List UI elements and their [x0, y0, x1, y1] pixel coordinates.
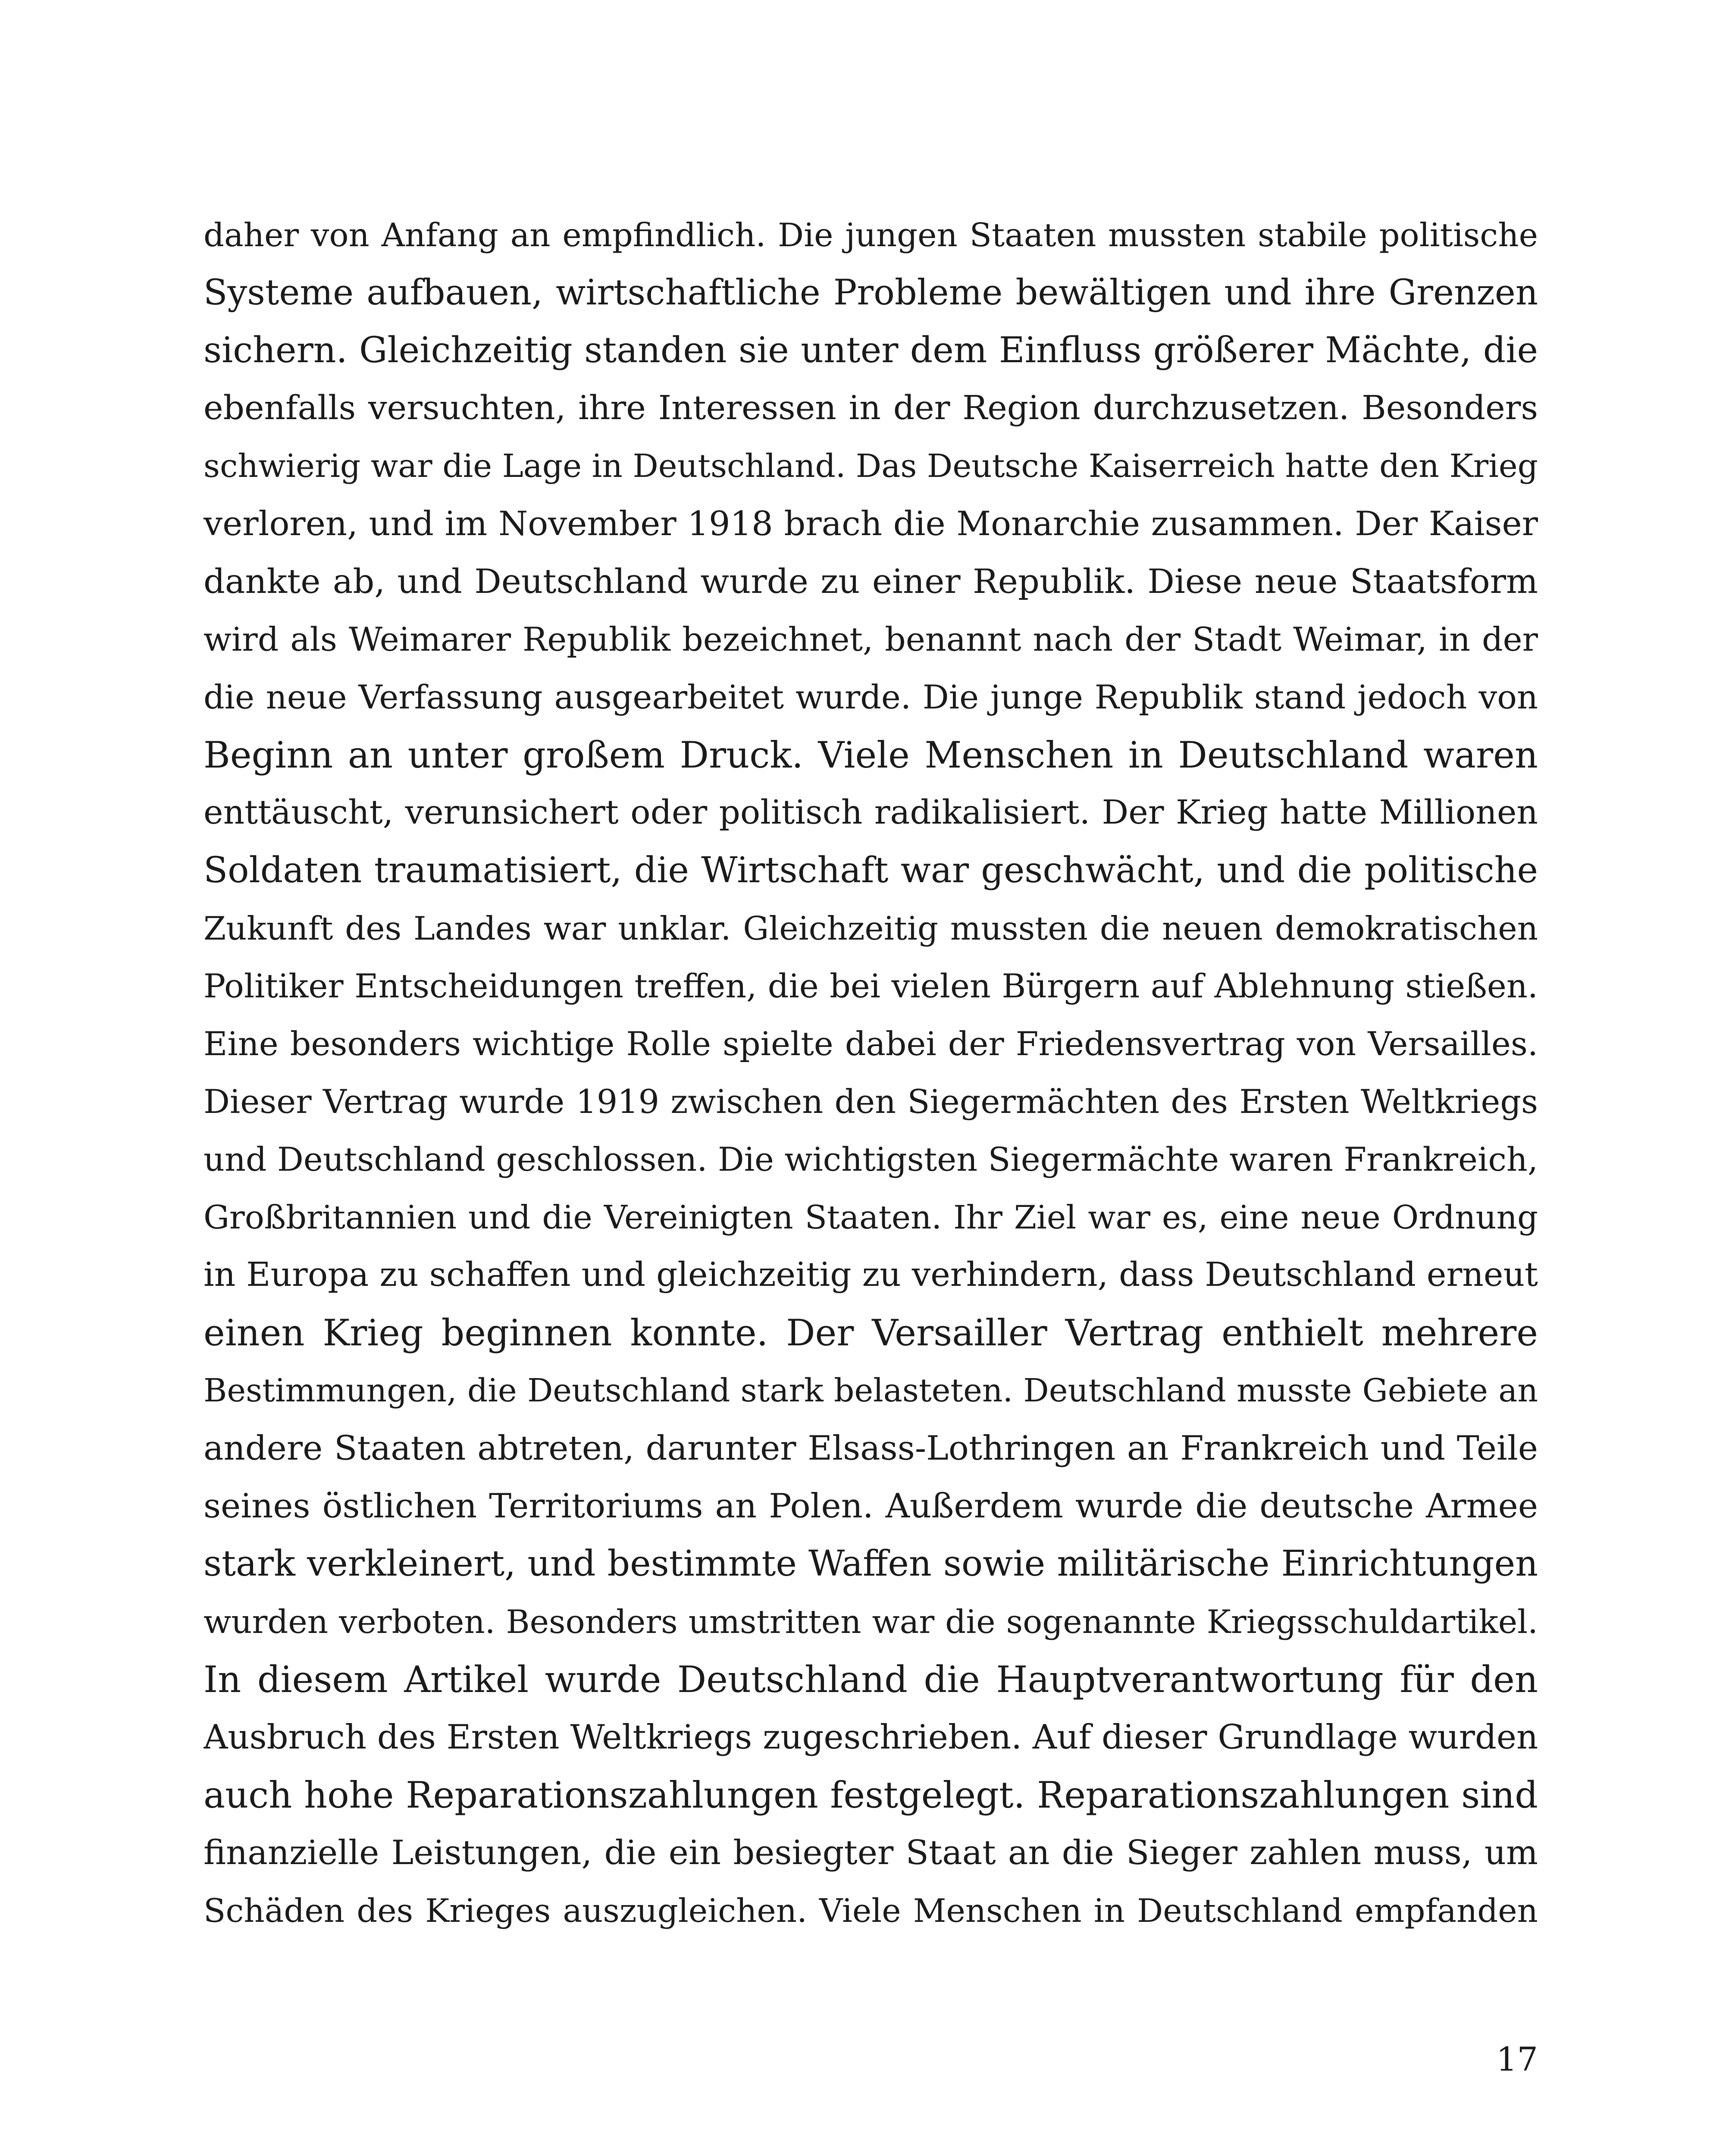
page-number: 17 [1496, 2040, 1538, 2078]
text-line: Zukunft des Landes war unklar. Gleichzeitig mussten die neuen demokratischen [204, 909, 1538, 947]
text-line: sichern. Gleichzeitig standen sie unter dem Einfluss größerer Mächte, die [204, 330, 1538, 371]
text-line: ebenfalls versuchten, ihre Interessen in der Region durchzusetzen. Besonders [204, 389, 1538, 427]
text-line: Großbritannien und die Vereinigten Staaten. Ihr Ziel war es, eine neue Ordnung [204, 1198, 1538, 1236]
text-line: Politiker Entscheidungen treffen, die bei vielen Bürgern auf Ablehnung stießen. [204, 967, 1538, 1005]
text-line: und Deutschland geschlossen. Die wichtigsten Siegermächte waren Frankreich, [204, 1140, 1538, 1178]
text-line: schwierig war die Lage in Deutschland. Das Deutsche Kaiserreich hatte den Krieg [204, 448, 1538, 485]
text-line: Soldaten traumatisiert, die Wirtschaft war geschwächt, und die politische [204, 850, 1538, 891]
text-line: Ausbruch des Ersten Weltkriegs zugeschrieben. Auf dieser Grundlage wurden [204, 1718, 1538, 1757]
text-line: Schäden des Krieges auszugleichen. Viele Menschen in Deutschland empfanden [204, 1892, 1538, 1930]
text-line: finanzielle Leistungen, die ein besiegter Staat an die Sieger zahlen muss, um [204, 1833, 1538, 1872]
text-line: Dieser Vertrag wurde 1919 zwischen den Siegermächten des Ersten Weltkriegs [204, 1082, 1538, 1121]
text-line: verloren, und im November 1918 brach die Monarchie zusammen. Der Kaiser [204, 505, 1538, 543]
text-line: Systeme aufbauen, wirtschaftliche Probleme bewältigen und ihre Grenzen [204, 273, 1538, 313]
text-line: andere Staaten abtreten, darunter Elsass-Lothringen an Frankreich und Teile [204, 1429, 1538, 1468]
text-line: seines östlichen Territoriums an Polen. Außerdem wurde die deutsche Armee [204, 1487, 1538, 1526]
text-line: Eine besonders wichtige Rolle spielte dabei der Friedensvertrag von Versailles. [204, 1025, 1538, 1063]
text-line: in Europa zu schaffen und gleichzeitig zu verhindern, dass Deutschland erneut [204, 1256, 1538, 1294]
text-line: wurden verboten. Besonders umstritten war die sogenannte Kriegsschuldartikel. [204, 1603, 1538, 1641]
text-line: stark verkleinert, und bestimmte Waffen sowie militärische Einrichtungen [204, 1543, 1538, 1584]
text-line: daher von Anfang an empfindlich. Die jungen Staaten mussten stabile politische [204, 216, 1538, 254]
text-line: wird als Weimarer Republik bezeichnet, benannt nach der Stadt Weimar, in der [204, 620, 1538, 658]
text-line: einen Krieg beginnen konnte. Der Versailler Vertrag enthielt mehrere [204, 1312, 1538, 1354]
text-line: Bestimmungen, die Deutschland stark belasteten. Deutschland musste Gebiete an [204, 1372, 1538, 1409]
text-line: enttäuscht, verunsichert oder politisch radikalisiert. Der Krieg hatte Millionen [204, 793, 1538, 832]
text-line: dankte ab, und Deutschland wurde zu einer Republik. Diese neue Staatsform [204, 562, 1538, 601]
text-line: In diesem Artikel wurde Deutschland die Hauptverantwortung für den [204, 1658, 1538, 1701]
text-line: die neue Verfassung ausgearbeitet wurde. Die junge Republik stand jedoch von [204, 678, 1538, 716]
body-paragraph [204, 206, 1538, 1940]
text-line: Beginn an unter großem Druck. Viele Menschen in Deutschland waren [204, 734, 1538, 776]
text-line: auch hohe Reparationszahlungen festgelegt. Reparationszahlungen sind [204, 1774, 1538, 1816]
